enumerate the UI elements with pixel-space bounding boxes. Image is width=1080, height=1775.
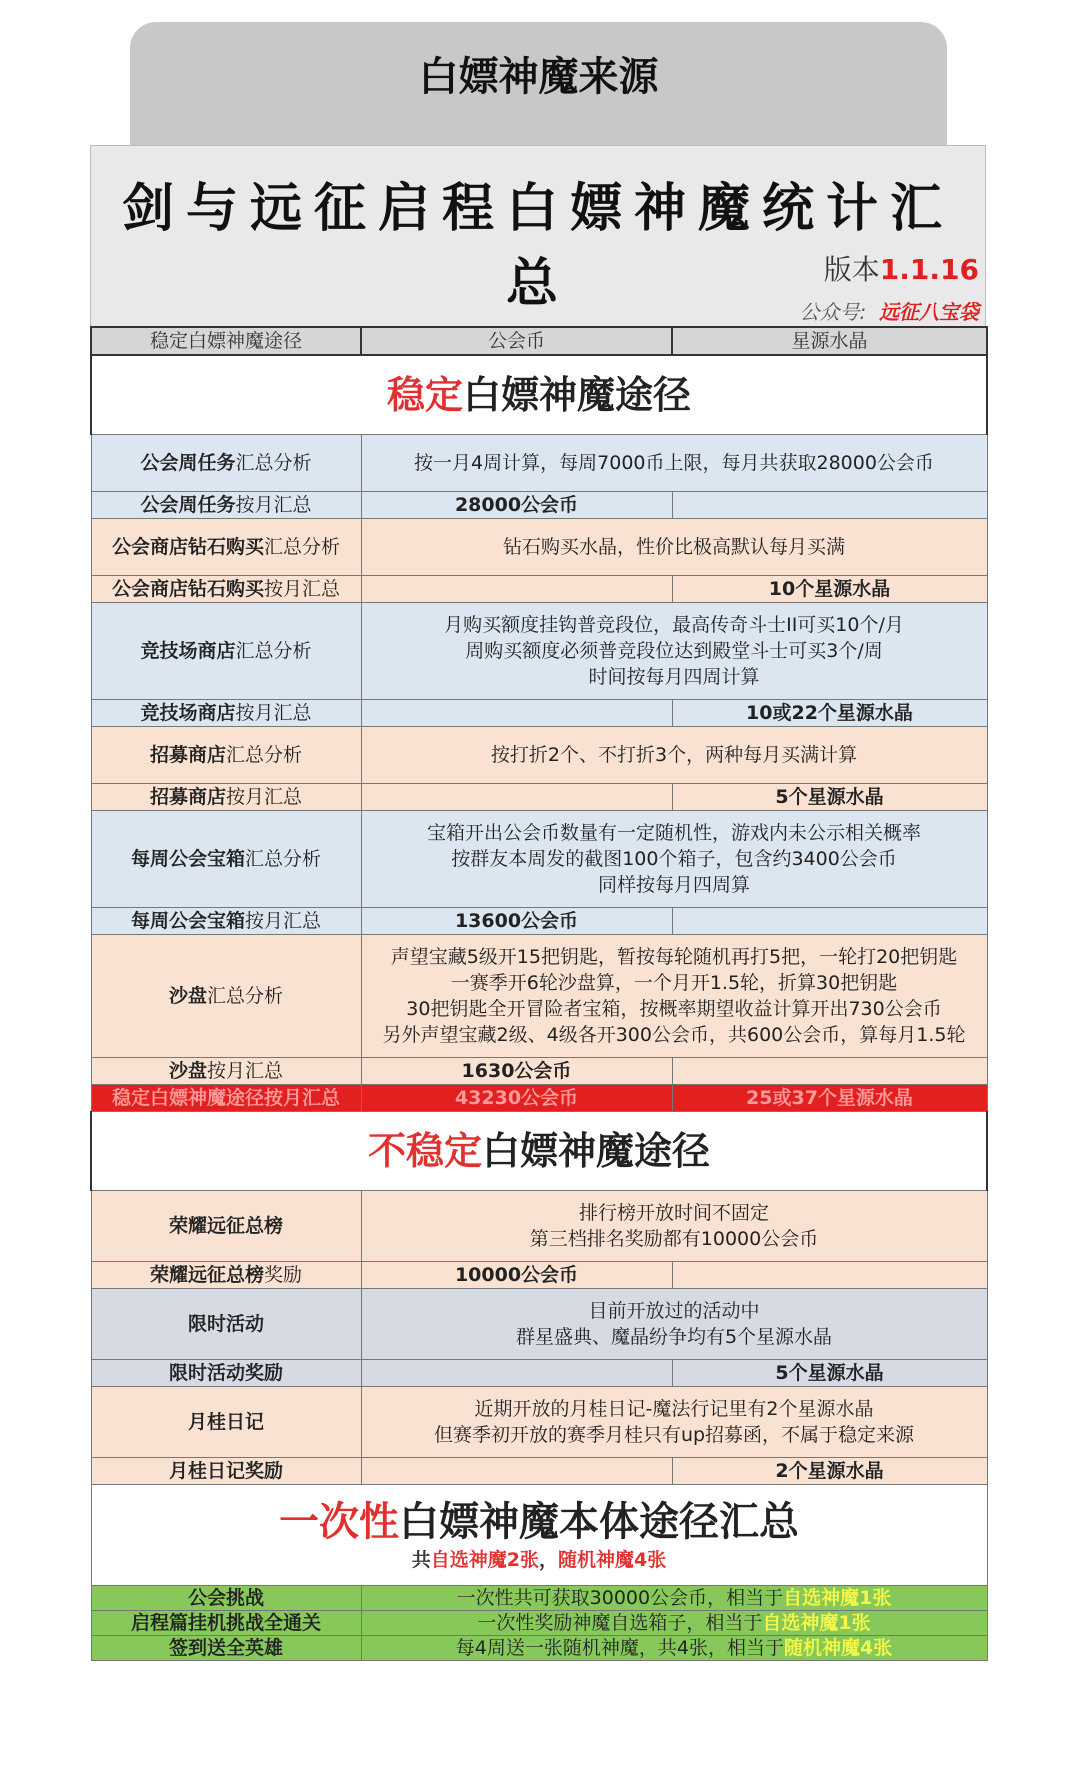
coin-value	[361, 784, 672, 811]
row-label: 公会商店钻石购买汇总分析	[91, 519, 361, 576]
row-label: 公会商店钻石购买按月汇总	[91, 576, 361, 603]
table-row	[91, 935, 987, 1058]
page-title: 剑与远征启程白嫖神魔统计汇总	[121, 178, 954, 314]
table-row	[91, 727, 987, 784]
row-note: 按打折2个、不打折3个，两种每月买满计算	[361, 727, 987, 784]
table-row	[91, 435, 987, 492]
coin-value: 1630公会币	[361, 1058, 672, 1085]
table-row	[91, 492, 987, 519]
sheet-header	[90, 145, 986, 326]
crystal-value: 10个星源水晶	[672, 576, 987, 603]
row-label: 沙盘按月汇总	[91, 1058, 361, 1085]
row-label: 招募商店汇总分析	[91, 727, 361, 784]
row-label: 每周公会宝箱按月汇总	[91, 908, 361, 935]
row-label: 竞技场商店汇总分析	[91, 603, 361, 700]
table-row	[91, 1458, 987, 1485]
crystal-value: 5个星源水晶	[672, 1360, 987, 1387]
once-label: 公会挑战	[91, 1586, 361, 1611]
unstable-section-title: 不稳定白嫖神魔途径	[91, 1112, 987, 1191]
table-row	[91, 1191, 987, 1262]
once-row	[91, 1586, 987, 1611]
row-label: 限时活动奖励	[91, 1360, 361, 1387]
coin-value	[361, 1458, 672, 1485]
table-row	[91, 1289, 987, 1360]
table-row	[91, 576, 987, 603]
crystal-value: 10或22个星源水晶	[672, 700, 987, 727]
table-row	[91, 1387, 987, 1458]
once-desc: 一次性共可获取30000公会币，相当于自选神魔1张	[361, 1586, 987, 1611]
row-note: 月购买额度挂钩普竞段位，最高传奇斗士II可买10个/月 周购买额度必须普竞段位达到殿堂斗士可买3个/周 时间按每月四周计算	[361, 603, 987, 700]
row-label: 招募商店按月汇总	[91, 784, 361, 811]
row-label: 荣耀远征总榜奖励	[91, 1262, 361, 1289]
table-row	[91, 811, 987, 908]
row-note: 近期开放的月桂日记-魔法行记里有2个星源水晶 但赛季初开放的赛季月桂只有up招募函，不属于稳定来源	[361, 1387, 987, 1458]
table-row	[91, 519, 987, 576]
row-label: 公会周任务汇总分析	[91, 435, 361, 492]
crystal-value	[672, 1262, 987, 1289]
once-label: 签到送全英雄	[91, 1636, 361, 1661]
crystal-value: 5个星源水晶	[672, 784, 987, 811]
row-label: 荣耀远征总榜	[91, 1191, 361, 1262]
column-header-row	[91, 327, 987, 355]
table-row	[91, 603, 987, 700]
coin-value	[361, 700, 672, 727]
row-label: 月桂日记	[91, 1387, 361, 1458]
column-header: 公会币	[361, 327, 672, 355]
row-label: 限时活动	[91, 1289, 361, 1360]
coin-value	[361, 576, 672, 603]
coin-value: 13600公会币	[361, 908, 672, 935]
table-row	[91, 1360, 987, 1387]
row-label: 公会周任务按月汇总	[91, 492, 361, 519]
total-label: 稳定白嫖神魔途径按月汇总	[91, 1085, 361, 1112]
row-label: 月桂日记奖励	[91, 1458, 361, 1485]
row-note: 声望宝藏5级开15把钥匙，暂按每轮随机再打5把，一轮打20把钥匙 一赛季开6轮沙盘算，一个月开1.5轮，折算30把钥匙 30把钥匙全开冒险者宝箱，按概率期望收益计算开出730公会币 另外声望宝藏2级、4级各开300公会币，共600公会币，算每月1.5轮	[361, 935, 987, 1058]
summary-table	[90, 326, 988, 1661]
crystal-value	[672, 908, 987, 935]
row-note: 排行榜开放时间不固定 第三档排名奖励都有10000公会币	[361, 1191, 987, 1262]
column-header: 稳定白嫖神魔途径	[91, 327, 361, 355]
once-desc: 一次性奖励神魔自选箱子，相当于自选神魔1张	[361, 1611, 987, 1636]
total-coin: 43230公会币	[361, 1085, 672, 1112]
wechat-account: 公众号: 远征八宝袋	[799, 300, 979, 324]
row-note: 宝箱开出公会币数量有一定随机性，游戏内未公示相关概率 按群友本周发的截图100个箱子，包含约3400公会币 同样按每月四周算	[361, 811, 987, 908]
table-row	[91, 1058, 987, 1085]
header-tab: 白嫖神魔来源	[130, 22, 947, 147]
coin-value	[361, 1360, 672, 1387]
once-desc: 每4周送一张随机神魔，共4张，相当于随机神魔4张	[361, 1636, 987, 1661]
stable-total-row	[91, 1085, 987, 1112]
row-label: 沙盘汇总分析	[91, 935, 361, 1058]
crystal-value	[672, 492, 987, 519]
crystal-value	[672, 1058, 987, 1085]
crystal-value: 2个星源水晶	[672, 1458, 987, 1485]
once-row	[91, 1611, 987, 1636]
row-note: 按一月4周计算，每周7000币上限，每月共获取28000公会币	[361, 435, 987, 492]
summary-sheet	[90, 145, 986, 1661]
version-label: 版本1.1.16	[823, 253, 979, 286]
row-label: 竞技场商店按月汇总	[91, 700, 361, 727]
row-label: 每周公会宝箱汇总分析	[91, 811, 361, 908]
row-note: 钻石购买水晶，性价比极高默认每月买满	[361, 519, 987, 576]
coin-value: 10000公会币	[361, 1262, 672, 1289]
table-row	[91, 700, 987, 727]
coin-value: 28000公会币	[361, 492, 672, 519]
once-section-title: 一次性白嫖神魔本体途径汇总 共自选神魔2张，随机神魔4张	[91, 1485, 987, 1586]
once-label: 启程篇挂机挑战全通关	[91, 1611, 361, 1636]
once-row	[91, 1636, 987, 1661]
stable-section-title: 稳定白嫖神魔途径	[91, 355, 987, 435]
column-header: 星源水晶	[672, 327, 987, 355]
table-row	[91, 908, 987, 935]
table-row	[91, 1262, 987, 1289]
table-row	[91, 784, 987, 811]
total-crystal: 25或37个星源水晶	[672, 1085, 987, 1112]
row-note: 目前开放过的活动中 群星盛典、魔晶纷争均有5个星源水晶	[361, 1289, 987, 1360]
